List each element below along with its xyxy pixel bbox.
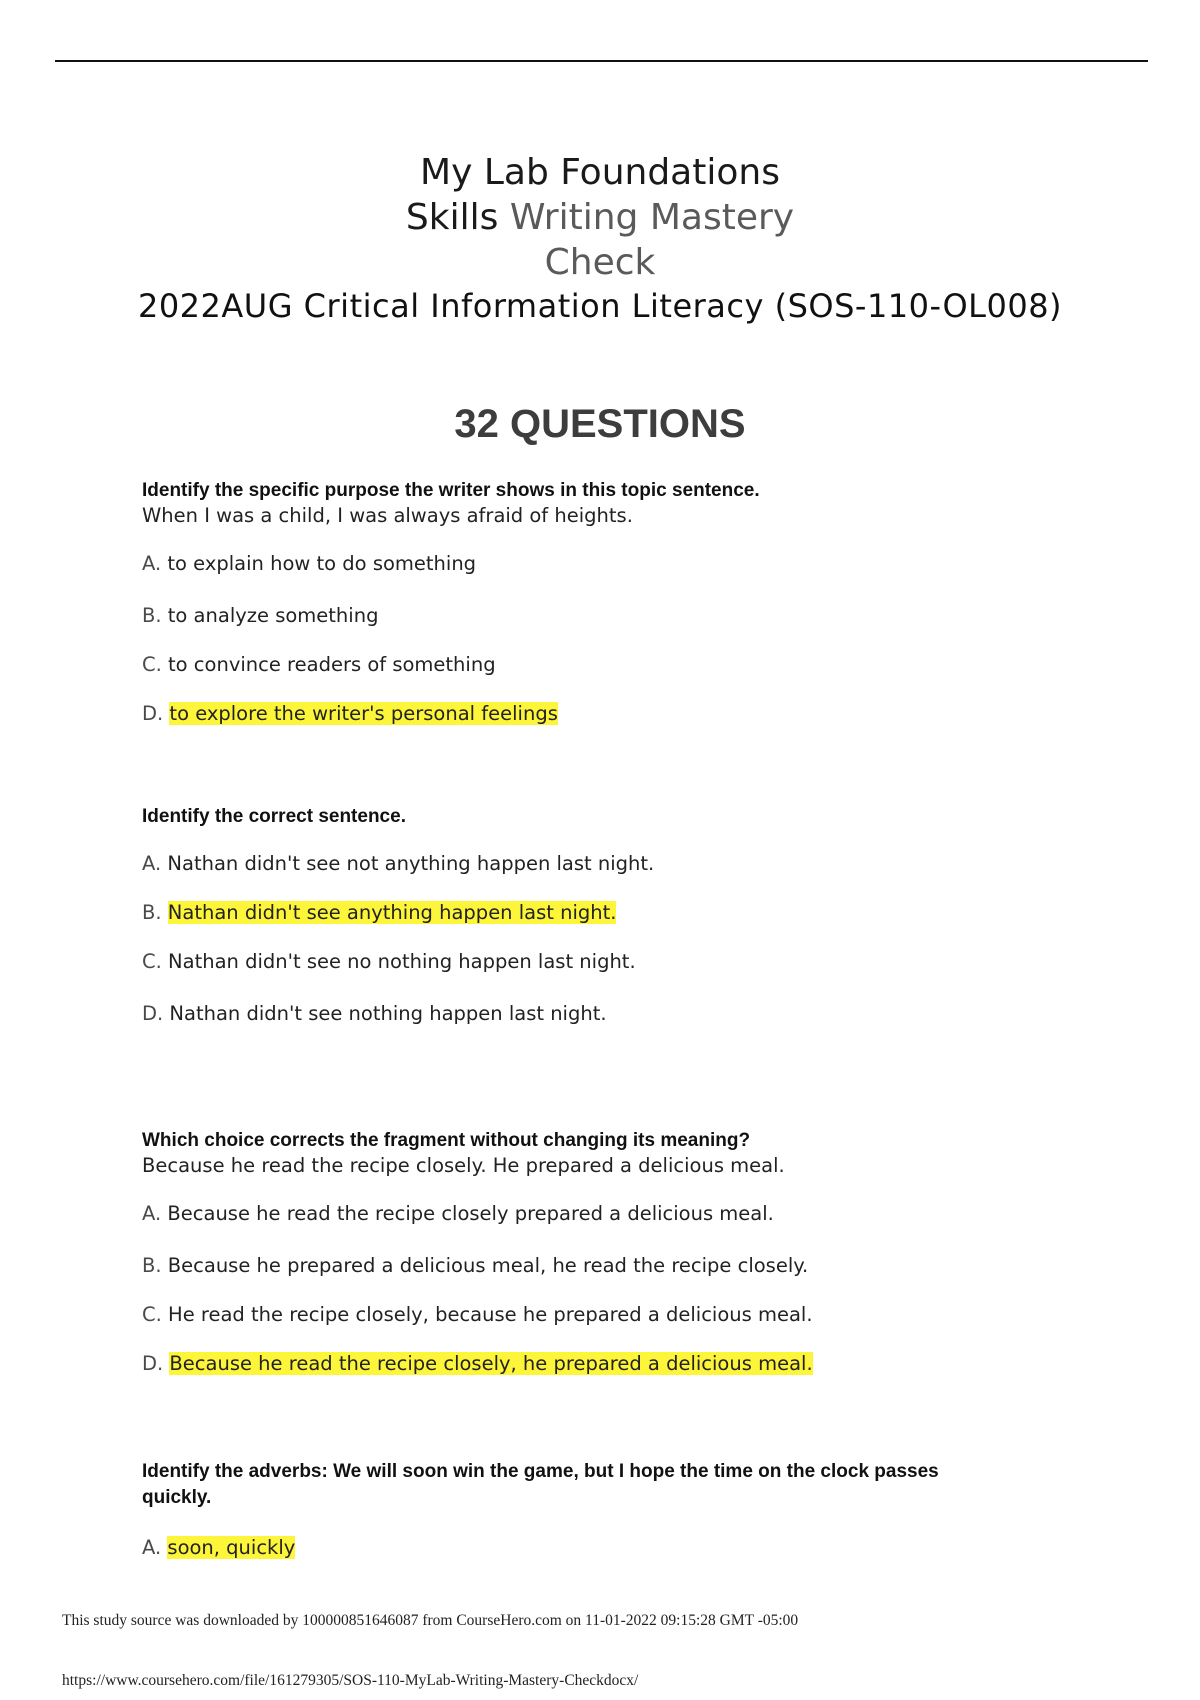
option-text: to explain how to do something	[167, 552, 477, 575]
answer-option-a	[142, 550, 476, 578]
option-letter: C.	[142, 950, 162, 973]
top-horizontal-rule	[55, 60, 1148, 62]
title-line-1: My Lab Foundations	[420, 152, 780, 193]
title-skills: Skills	[405, 197, 499, 238]
option-text: Because he read the recipe closely prepared a delicious meal.	[167, 1202, 774, 1225]
option-text: He read the recipe closely, because he prepared a delicious meal.	[168, 1303, 813, 1326]
highlighted-answer: soon, quickly	[167, 1536, 296, 1559]
option-letter: A.	[142, 1536, 162, 1559]
answer-option-c	[142, 651, 496, 679]
question-sentence: Because he read the recipe closely. He prepared a delicious meal.	[142, 1154, 785, 1177]
question-2	[142, 804, 1002, 1025]
title-writing-mastery: Writing Mastery	[509, 197, 795, 238]
option-letter: A.	[142, 1202, 162, 1225]
answer-option-b	[142, 899, 616, 927]
highlighted-answer: Nathan didn't see anything happen last night.	[167, 901, 617, 924]
option-letter: A.	[142, 852, 162, 875]
question-prompt: Which choice corrects the fragment without changing its meaning?	[142, 1130, 751, 1151]
download-source-notice: This study source was downloaded by 100000851646087 from CourseHero.com on 11-01-2022 09:15:28 GMT -05:00	[62, 1612, 799, 1629]
question-3	[142, 1128, 1002, 1375]
option-letter: A.	[142, 552, 162, 575]
option-text: Nathan didn't see not anything happen last night.	[167, 852, 655, 875]
option-letter: B.	[142, 604, 162, 627]
question-prompt-line-1: Identify the adverbs: We will soon win the game, but I hope the time on the clock passes	[142, 1461, 939, 1482]
document-title	[0, 150, 1200, 327]
answer-option-a	[142, 1200, 774, 1228]
title-line-3: Check	[544, 242, 656, 283]
answer-option-c	[142, 1301, 813, 1329]
answer-option-a	[142, 850, 654, 878]
question-prompt-line-2: quickly.	[142, 1487, 212, 1508]
option-letter: B.	[142, 1254, 162, 1277]
option-text: Nathan didn't see no nothing happen last night.	[168, 950, 636, 973]
highlighted-answer: to explore the writer's personal feelings	[169, 702, 558, 725]
option-letter: B.	[142, 901, 162, 924]
option-letter: D.	[142, 1352, 164, 1375]
question-sentence: When I was a child, I was always afraid of heights.	[142, 504, 633, 527]
answer-option-b	[142, 1252, 808, 1280]
question-prompt: Identify the correct sentence.	[142, 806, 406, 827]
option-letter: C.	[142, 1303, 162, 1326]
question-4	[142, 1459, 1002, 1559]
highlighted-answer: Because he read the recipe closely, he prepared a delicious meal.	[169, 1352, 813, 1375]
option-text: Because he prepared a delicious meal, he read the recipe closely.	[167, 1254, 809, 1277]
answer-option-d	[142, 1350, 813, 1378]
question-prompt: Identify the specific purpose the writer shows in this topic sentence.	[142, 480, 760, 501]
option-text: Nathan didn't see nothing happen last night.	[169, 1002, 607, 1025]
question-count-heading: 32 QUESTIONS	[454, 402, 746, 446]
answer-option-d	[142, 1000, 607, 1028]
course-name: 2022AUG Critical Information Literacy (SOS-110-OL008)	[137, 287, 1063, 325]
option-letter: C.	[142, 653, 162, 676]
answer-option-c	[142, 948, 636, 976]
option-letter: D.	[142, 702, 164, 725]
answer-option-b	[142, 602, 378, 630]
source-url[interactable]: https://www.coursehero.com/file/161279305/SOS-110-MyLab-Writing-Mastery-Checkdocx/	[62, 1672, 639, 1689]
title-line-2	[0, 195, 1200, 240]
option-text: to analyze something	[167, 604, 379, 627]
question-1	[142, 478, 1002, 725]
option-text: to convince readers of something	[168, 653, 496, 676]
answer-option-a	[142, 1534, 295, 1562]
answer-option-d	[142, 700, 558, 728]
option-letter: D.	[142, 1002, 164, 1025]
